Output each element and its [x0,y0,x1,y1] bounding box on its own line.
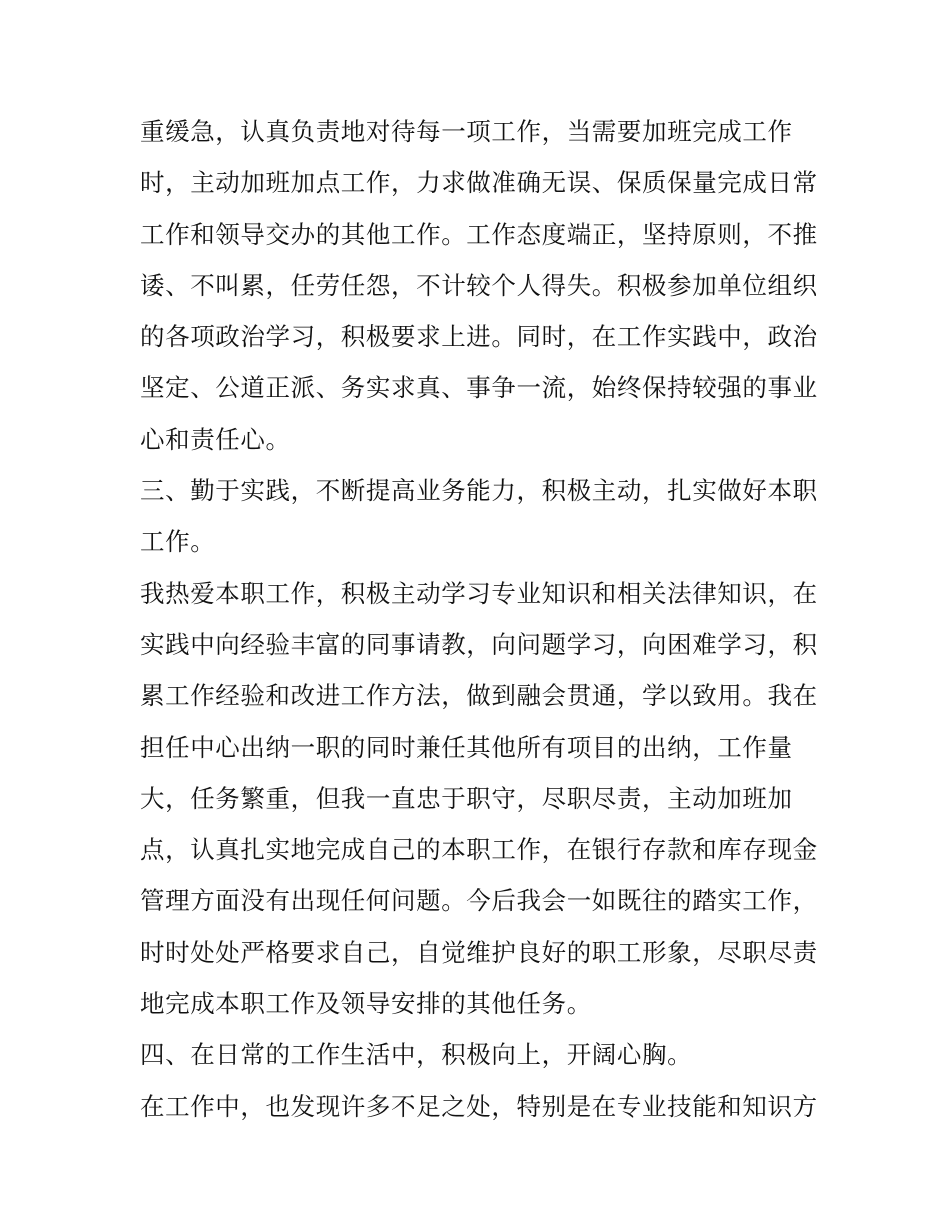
text-line: 工作和领导交办的其他工作。工作态度端正，坚持原则，不推 [140,219,818,249]
text-line: 地完成本职工作及领导安排的其他任务。 [140,989,592,1019]
text-line: 时时处处严格要求自己，自觉维护良好的职工形象，尽职尽责 [140,937,818,967]
text-line: 在工作中，也发现许多不足之处，特别是在专业技能和知识方 [140,1091,818,1121]
text-line: 实践中向经验丰富的同事请教，向问题学习，向困难学习，积 [140,629,818,659]
text-line: 重缓急，认真负责地对待每一项工作，当需要加班完成工作 [140,117,793,146]
text-line: 累工作经验和改进工作方法，做到融会贯通，学以致用。我在 [140,681,818,711]
text-line: 心和责任心。 [140,424,291,454]
text-line: 诿、不叫累，任劳任怨，不计较个人得失。积极参加单位组织 [140,270,818,300]
text-line: 坚定、公道正派、务实求真、事争一流，始终保持较强的事业 [140,373,818,403]
section-heading-3-cont: 工作。 [140,527,216,557]
text-line: 点，认真扎实地完成自己的本职工作，在银行存款和库存现金 [140,835,818,865]
text-line: 时，主动加班加点工作，力求做准确无误、保质保量完成日常 [140,168,818,198]
text-line: 担任中心出纳一职的同时兼任其他所有项目的出纳，工作量 [140,732,793,762]
text-line: 管理方面没有出现任何问题。今后我会一如既往的踏实工作， [140,886,818,916]
section-heading-3: 三、勤于实践，不断提高业务能力，积极主动，扎实做好本职 [140,476,818,506]
text-line: 大，任务繁重，但我一直忠于职守，尽职尽责，主动加班加 [140,783,793,813]
text-line: 的各项政治学习，积极要求上进。同时，在工作实践中，政治 [140,322,818,352]
section-heading-4: 四、在日常的工作生活中，积极向上，开阔心胸。 [140,1040,693,1070]
document-body [140,106,820,1132]
text-line: 我热爱本职工作，积极主动学习专业知识和相关法律知识，在 [140,578,818,608]
